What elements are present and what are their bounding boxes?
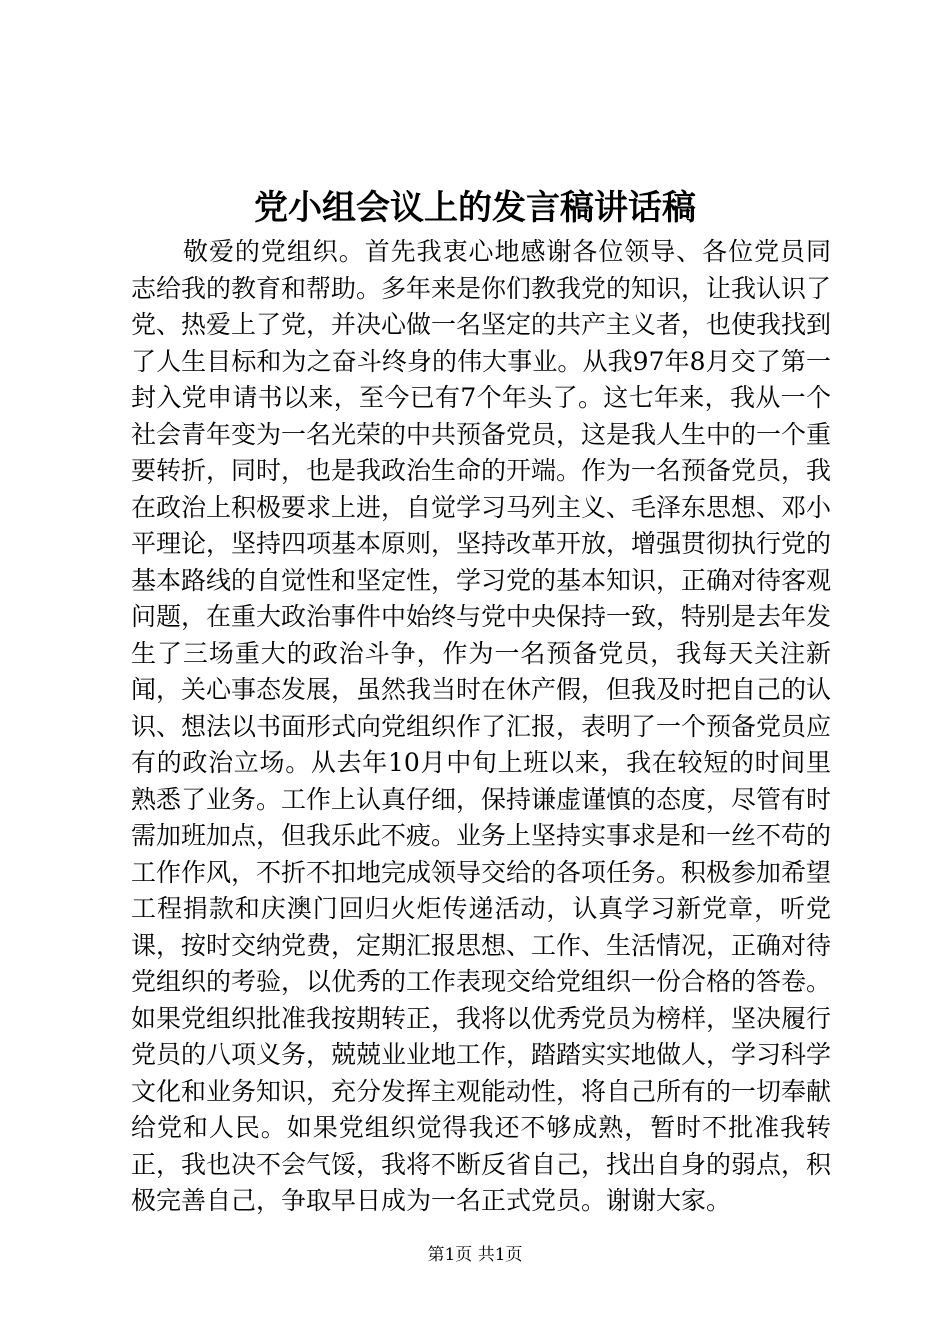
page-footer: 第1页 共1页 xyxy=(427,1245,523,1265)
document-body-paragraph: 敬爱的党组织。首先我衷心地感谢各位领导、各位党员同志给我的教育和帮助。多年来是你们教我党的知识，让我认识了党、热爱上了党，并决心做一名坚定的共产主义者，也使我找到了人生目标和为之奋斗终身的伟大事业。从我97年8月交了第一封入党申请书以来，至今已有7个年头了。这七年来，我从一个社会青年变为一名光荣的中共预备党员，这是我人生中的一个重要转折，同时，也是我政治生命的开端。作为一名预备党员，我在政治上积极要求上进，自觉学习马列主义、毛泽东思想、邓小平理论，坚持四项基本原则，坚持改革开放，增强贯彻执行党的基本路线的自觉性和坚定性，学习党的基本知识，正确对待客观问题，在重大政治事件中始终与党中央保持一致，特别是去年发生了三场重大的政治斗争，作为一名预备党员，我每天关注新闻，关心事态发展，虽然我当时在休产假，但我及时把自己的认识、想法以书面形式向党组织作了汇报，表明了一个预备党员应有的政治立场。从去年10月中旬上班以来，我在较短的时间里熟悉了业务。工作上认真仔细，保持谦虚谨慎的态度，尽管有时需加班加点，但我乐此不疲。业务上坚持实事求是和一丝不苟的工作作风，不折不扣地完成领导交给的各项任务。积极参加希望工程捐款和庆澳门回归火炬传递活动，认真学习新党章，听党课，按时交纳党费，定期汇报思想、工作、生活情况，正确对待党组织的考验，以优秀的工作表现交给党组织一份合格的答卷。如果党组织批准我按期转正，我将以优秀党员为榜样，坚决履行党员的八项义务，兢兢业业地工作，踏踏实实地做人，学习科学文化和业务知识，充分发挥主观能动性，将自己所有的一切奉献给党和人民。如果党组织觉得我还不够成熟，暂时不批准我转正，我也决不会气馁，我将不断反省自己，找出自身的弱点，积极完善自己，争取早日成为一名正式党员。谢谢大家。 xyxy=(131,237,832,1215)
document-title: 党小组会议上的发言稿讲话稿 xyxy=(254,188,696,228)
